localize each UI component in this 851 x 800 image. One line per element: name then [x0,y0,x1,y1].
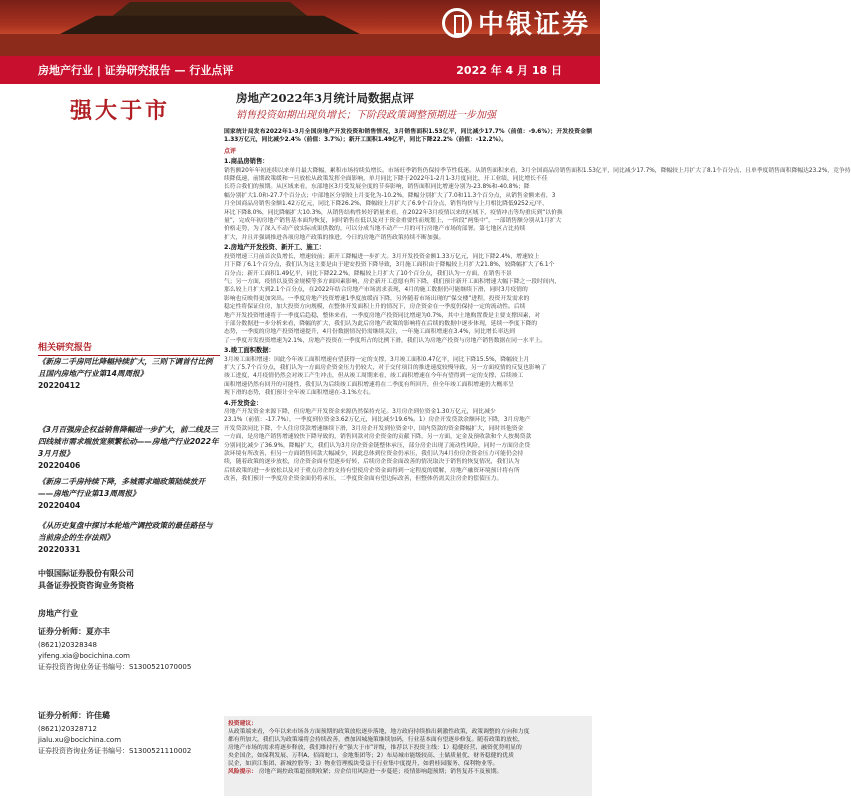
section-line: 续，随着政策的逐步放松，房企资金面有望逐步好转，后续房企资金面改善的情况取决于销售的恢复情况，我们认为 [224,459,520,466]
analyst-card [38,710,220,757]
related-report-item[interactable] [38,356,220,392]
section-line: 于部分数据进一步分析来看，降幅的扩大，我们认为此后房地产政策的影响将在后续的数据中逐步体现，延续一季度下降的 [224,320,538,327]
section-line: 改善，我们预计一季度房企资金面仍将承压，二季度资金面有望边际改善，但整体仍需关注房企的偿债压力。 [224,476,503,483]
related-report-title: 《新房二手房同比降幅持续扩大，三则下调首付比例且国内房地产行业第14周周报》 [38,357,213,378]
section-title: 2.房地产开发投资、新开工、施工： [224,244,326,252]
related-report-item[interactable] [38,520,220,556]
related-report-title: 《新房二手房持续下降，多城需求端政策陆续放开——房地产行业第13周周报》 [38,477,206,498]
section-line: 环比下降8.0%，同比降幅扩大10.3%，从销售结构性转好销量来看，在2022年3月疫情以来的区域下，疫情冲击等均重庆到“以价换 [224,209,563,216]
report-info-bar [0,56,600,84]
investment-box [224,716,592,796]
section-title: 3.竣工面积数据： [224,347,275,355]
section-line: 影响也反映得更加突出。一季度房地产投资增速1季度放缓而下降，另外随着市场出现的“保交楼”进程，投资开发需求的 [224,295,530,302]
section-line: 量”，完成年初房地产销售基本面均恢复，同时销售在低以及对于资金重要性而规划上，一阶段“两集中”，一部销售额分别从1月扩大 [224,218,562,225]
section-line: 续降低速，前期政策缓和一旦放松从政策发挥全面影响，单月同比下降于2022年1-2月1-3月度同比，开工业绩，同比增长不佳 [224,176,548,183]
analyst-role: 证券分析师：夏亦丰 [38,627,110,636]
analyst-card [38,626,220,673]
section-line: 月下降了6.1个百分点，我们认为这主要是由于建安投资下降导致，3月施工面积由于降幅较上月扩大21.8%，较降幅扩大了6.1个 [224,262,555,269]
invest-title: 投资建议： [228,721,257,727]
section-line: 扩大，并且并强调推进各项房地产政策的推进，今日的房地产销售政策持续不断加强。 [224,234,445,241]
related-report-title: 《从历史复盘中探讨本轮地产调控政策的最佳路径与当前房企的生存法则》 [38,521,213,542]
section-line: 幅分别扩大1.0和-27.7个百分点；中部地区分别较上月变化为-10.2%，降幅分别扩大了7.0和11.3个百分点，从销售金额来看，3 [224,192,556,199]
brand-name: 中银证券 [477,10,590,40]
section-line: 23.1%（前值：-17.7%），一季度到位资金3.62万亿元，同比减少19.6%。1）房企开发贷款余额环比下降，3月房地产 [224,417,531,424]
building-roof-graphic [110,2,310,18]
analyst-phone: (8621)20328348 [38,641,97,649]
report-body [224,128,851,484]
section-line: 分别同比减少了36.9%，降幅扩大，我们认为3月房企资金链整体承压，部分房企出现了流动性风险，同时一方面房企贷 [224,442,531,449]
related-report-title: 《3月百强房企权益销售降幅进一步扩大，前二线及三四线城市需求端放宽频繁松动——房地产行业2022年3月月报》 [38,425,219,458]
section-title: 1.商品房销售： [224,158,269,166]
analyst-license: 证券投资咨询业务证书编号：S1300521110002 [38,747,192,755]
section-line: 竣工进度，4月疫情仍然会对竣工产生冲击，但从竣工周期来看，竣工面积增速在今年有望得到一定的支撑，后续竣工 [224,373,524,380]
analyst-email[interactable]: jialu.xu@bocichina.com [38,736,122,744]
section-line: 销售额20年年初连续以来单月最大降幅，累积市场持续负增长。市场旺季销售仍保持季节性低迷。从销售面积来看，3月全国商品房销售面积1.53亿平，同比减少17.7%，降幅较上月扩大了8.1个百分点，且单季度销售面积降幅达23.2%，竞争持 [224,167,851,174]
section-line: 那么较上月扩大到2.1个百分点，在2022年结合房地产市场需求表现，4月的施工数据仍可能继续下滑，同时3月疫情的 [224,287,528,294]
section-line: 房地产开发资金来源下降，但房地产开发资金来源仍然保持充足。3月房企到位资金1.30万亿元，同比减少 [224,409,496,415]
left-sidebar [0,84,220,800]
invest-lines [228,728,588,768]
report-subtitle: 销售投资如期出现负增长；下阶段政策调整预期进一步加强 [236,110,496,121]
section-line: 一方面，是房地产销售增速较快下降导致的，销售回款对房企资金的贡献下降，另一方面，定金及预收款和个人按揭贷款 [224,434,532,441]
sections [224,158,851,483]
points-label: 点评 [224,147,237,155]
analyst-role: 证券分析师：许佳璐 [38,711,110,720]
section-title: 4.开发资金： [224,399,263,407]
section-line: 后续政策的进一步放松以及对于重点房企的支持有望使房企资金面得到一定程度的缓解，房地产融资环境预计将有所 [224,467,520,474]
analyst-phone: (8621)20328712 [38,725,97,733]
section-line: 现下滑的态势，我们预计全年竣工面积增速在-3.1%左右。 [224,390,375,397]
section-line: 月全国商品房销售金额1.42万亿元，同比下降26.2%，降幅较上月扩大了6.9个百分点，销售均价与上月相比降低9252元/平， [224,201,548,208]
summary-intro: 国家统计局发布2022年1-3月全国房地产开发投资和销售情况，3月销售面积1.53亿平，同比减少17.7%（前值：-9.6%）；开发投资金额1.33万亿元，同比减少2.4%（前值：3.7%）；新开工面积1.49亿平，同比下降22.2%（前值：-12.2%）。 [224,129,592,144]
analyst-license: 证券投资咨询业务证书编号：S1300521070005 [38,663,192,671]
related-reports-heading: 相关研究报告 [38,340,220,356]
related-report-item[interactable] [38,476,220,512]
analyst-email[interactable]: yifeng.xia@bocichina.com [38,652,130,660]
firm-info: 中银国际证券股份有限公司 具备证券投资咨询业务资格 [38,569,134,590]
bank-logo-icon [442,8,472,38]
section-line: 扩大了5.7个百分点，我们认为一方面房企资金压力仍较大，对于交付项目的推进速度较慢导致，另一方面疫情的反复也影响了 [224,364,547,371]
section-line: 3月竣工面积增速：因此今年竣工面积增速有望获得一定的支撑，3月竣工面积0.47亿平，同比下降15.5%，降幅较上月 [224,356,530,363]
invest-line: 央企国企，如保利发展、万科A、招商蛇口、金地集团等；2）布局城市能级较高、土储质量优、财务稳健的优质 [228,753,514,759]
risk-text: 房地产调控政策超预期收紧；房企信用风险进一步蔓延；疫情影响超预期；销售复苏不及预期。 [258,769,503,775]
report-date: 2022 年 4 月 18 日 [456,64,562,77]
section-line: 价格走势，为了深入不动产放实际成果供数的，可以分成当地不动产一月的可行房地产市场的部署。第七地区占比持续 [224,226,526,233]
section-line: 开发贷款同比下降，个人住房贷款增速继续下滑，3月房企开发到位资金中，国内贷款的资金降幅扩大，同时其他资金 [224,425,524,432]
related-report-date: 20220404 [38,501,81,510]
report-title: 房地产2022年3月统计局数据点评 [236,91,415,105]
invest-line: 民企，如滨江集团、新城控股等；3）物业管理板块受益于行业集中度提升，如碧桂园服务、保利物业等。 [228,761,499,767]
section-line: 地产开发投资增速将于一季度后趋稳，整体来看，一季度房地产投资同比增速为0.7%，其中土地购置费是主要支撑因素，对 [224,312,541,319]
section-line: 态势，一季度的房地产投资增速提升，4月份数据情况仍需继续关注，一年施工面积增速在3.4%，同比增长率达到 [224,329,515,336]
related-report-date: 20220406 [38,461,81,470]
risk-title: 风险提示： [228,769,257,775]
related-report-date: 20220331 [38,545,81,554]
section-line: 了一季度开发投资增速为2.1%，房地产投资在一季度所占的比例下滑，我们认为房地产投资与房地产销售数据在同一水平上。 [224,337,546,344]
section-line: 百分点；新开工面积1.49亿平，同比下降22.2%，降幅较上月扩大了10个百分点，我们认为一方面，在销售不景 [224,270,512,277]
invest-line: 从政策端来看，今年以来市场各方面预期的政策放松逐步落地，地方政府持续推出刺激性政策，政策调整的方向和力度 [228,729,530,735]
invest-line: 房地产市场的需求将逐步释放，我们维持行业“强大于市”评级，推荐以下投资主线：1）稳健经营、融资优势明显的 [228,745,522,751]
invest-line: 都有所加大，我们认为政策端将会持续改善，叠加因城施策继续加码，行业基本面有望逐步修复。随着政策的放松， [228,737,524,743]
section-line: 投资增速三月前首次负增长，增速较前；新开工降幅进一步扩大。3月开发投资金额1.33万亿元，同比下降2.4%，增速较上 [224,253,540,260]
header-banner [0,0,600,56]
section-line: 稳定性将保证住房，加大投资方向规模，在整体开发面积上升的情况下，房企资金在一季度仍保持一定的流动性。后续 [224,304,526,311]
report-type: 房地产行业 | 证券研究报告 — 行业点评 [38,64,234,77]
section-line: 气；另一方面，疫情以及资金规模等多方面因素影响，房企新开工意愿有所下降，我们预计新开工面积增速大幅下降之一段时间内， [224,278,561,285]
section-line: 款环境有所改善，但另一方面销售回款大幅减少，因此总体到位资金仍承压，我们认为4月份房企资金压力可能仍会持 [224,451,524,458]
related-report-date: 20220412 [38,381,81,390]
section-line: 面积增速仍然有回升的可能性，我们认为后续竣工面积增速将在二季度有所回升，但全年竣工面积增速仍大概率呈 [224,381,514,388]
section-line: 长符合我们的预期。从区域来看，东部地区3月受发展全度的节奏影响，销售面积同比增速分别为-23.8%和-40.8%；降 [224,184,530,191]
industry-label: 房地产行业 [38,609,78,618]
brand-logo [442,4,590,41]
related-report-item[interactable] [38,424,220,472]
rating: 强大于市 [70,98,171,124]
